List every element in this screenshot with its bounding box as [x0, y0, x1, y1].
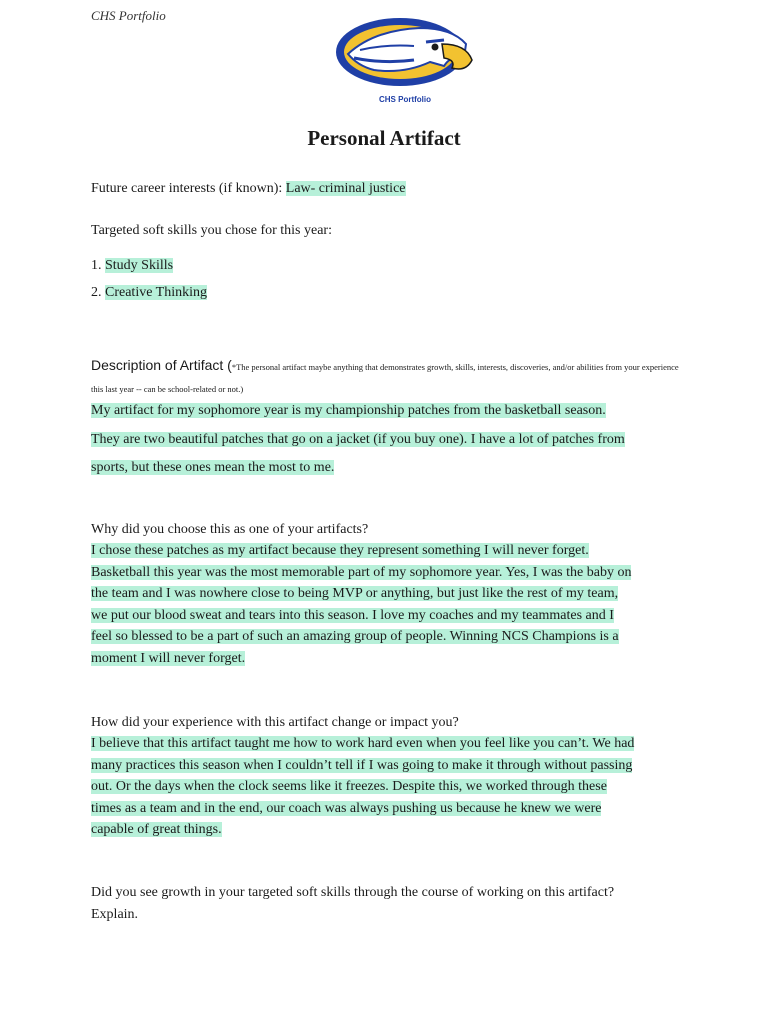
skill-num: 2. — [91, 285, 102, 300]
growth-question — [91, 882, 681, 925]
skill-item-2 — [91, 282, 681, 304]
skill-item-1 — [91, 255, 681, 277]
career-value: Law- criminal justice — [285, 181, 406, 196]
page-title: Personal Artifact — [307, 126, 461, 150]
logo-caption: CHS Portfolio — [379, 95, 431, 104]
growth-question-text: Did you see growth in your targeted soft skills through the course of working on this artifact? — [91, 885, 615, 900]
answer-line: we put our blood sweat and tears into this season. I love my coaches and my teammates and I — [91, 607, 614, 623]
answer-line: I believe that this artifact taught me how to work hard even when you feel like you can’t. We had — [91, 736, 635, 751]
answer-line: many practices this season when I couldn’t tell if I was going to make it through without passing — [91, 757, 633, 773]
skill-text: Creative Thinking — [105, 285, 207, 300]
description-label: Description of Artifact ( — [91, 357, 232, 373]
answer-line: They are two beautiful patches that go on a jacket (if you buy one). I have a lot of patches from — [91, 431, 625, 447]
description-note: *The personal artifact maybe anything that demonstrates growth, skills, interests, discoveries, and/or abilities from your experience this last year -- can be school-related or not.) — [91, 362, 679, 394]
header-text: CHS Portfolio — [91, 8, 166, 23]
answer-line: out. Or the days when the clock seems like it freezes. Despite this, we worked through these — [91, 779, 607, 794]
answer-line: times as a team and in the end, our coach was always pushing us because he knew we were — [91, 800, 602, 816]
growth-explain: Explain. — [91, 906, 139, 922]
skills-label: Targeted soft skills you chose for this year: — [91, 223, 332, 238]
description-answer — [91, 397, 681, 483]
answer-line: feel so blessed to be a part of such an amazing group of people. Winning NCS Champions is a — [91, 629, 619, 644]
answer-line: Basketball this year was the most memorable part of my sophomore year. Yes, I was the baby on — [91, 564, 632, 580]
answer-line: moment I will never forget. — [91, 650, 246, 666]
impact-question: How did your experience with this artifact change or impact you? — [91, 715, 459, 730]
why-answer — [91, 540, 681, 669]
skill-text: Study Skills — [105, 258, 174, 273]
description-label-row — [91, 354, 681, 400]
eagle-logo — [334, 14, 476, 106]
answer-line: sports, but these ones mean the most to me. — [91, 460, 335, 475]
eagle-logo-icon — [334, 14, 476, 106]
answer-line: My artifact for my sophomore year is my championship patches from the basketball season. — [91, 403, 606, 418]
why-question: Why did you choose this as one of your artifacts? — [91, 522, 369, 537]
impact-answer — [91, 733, 681, 841]
answer-line: I chose these patches as my artifact because they represent something I will never forget. — [91, 543, 589, 558]
career-row — [91, 178, 681, 200]
career-label: Future career interests (if known): — [91, 181, 283, 196]
answer-line: the team and I was nowhere close to being MVP or anything, but just like the rest of my team, — [91, 586, 619, 601]
answer-line: capable of great things. — [91, 822, 222, 837]
skill-num: 1. — [91, 258, 102, 273]
